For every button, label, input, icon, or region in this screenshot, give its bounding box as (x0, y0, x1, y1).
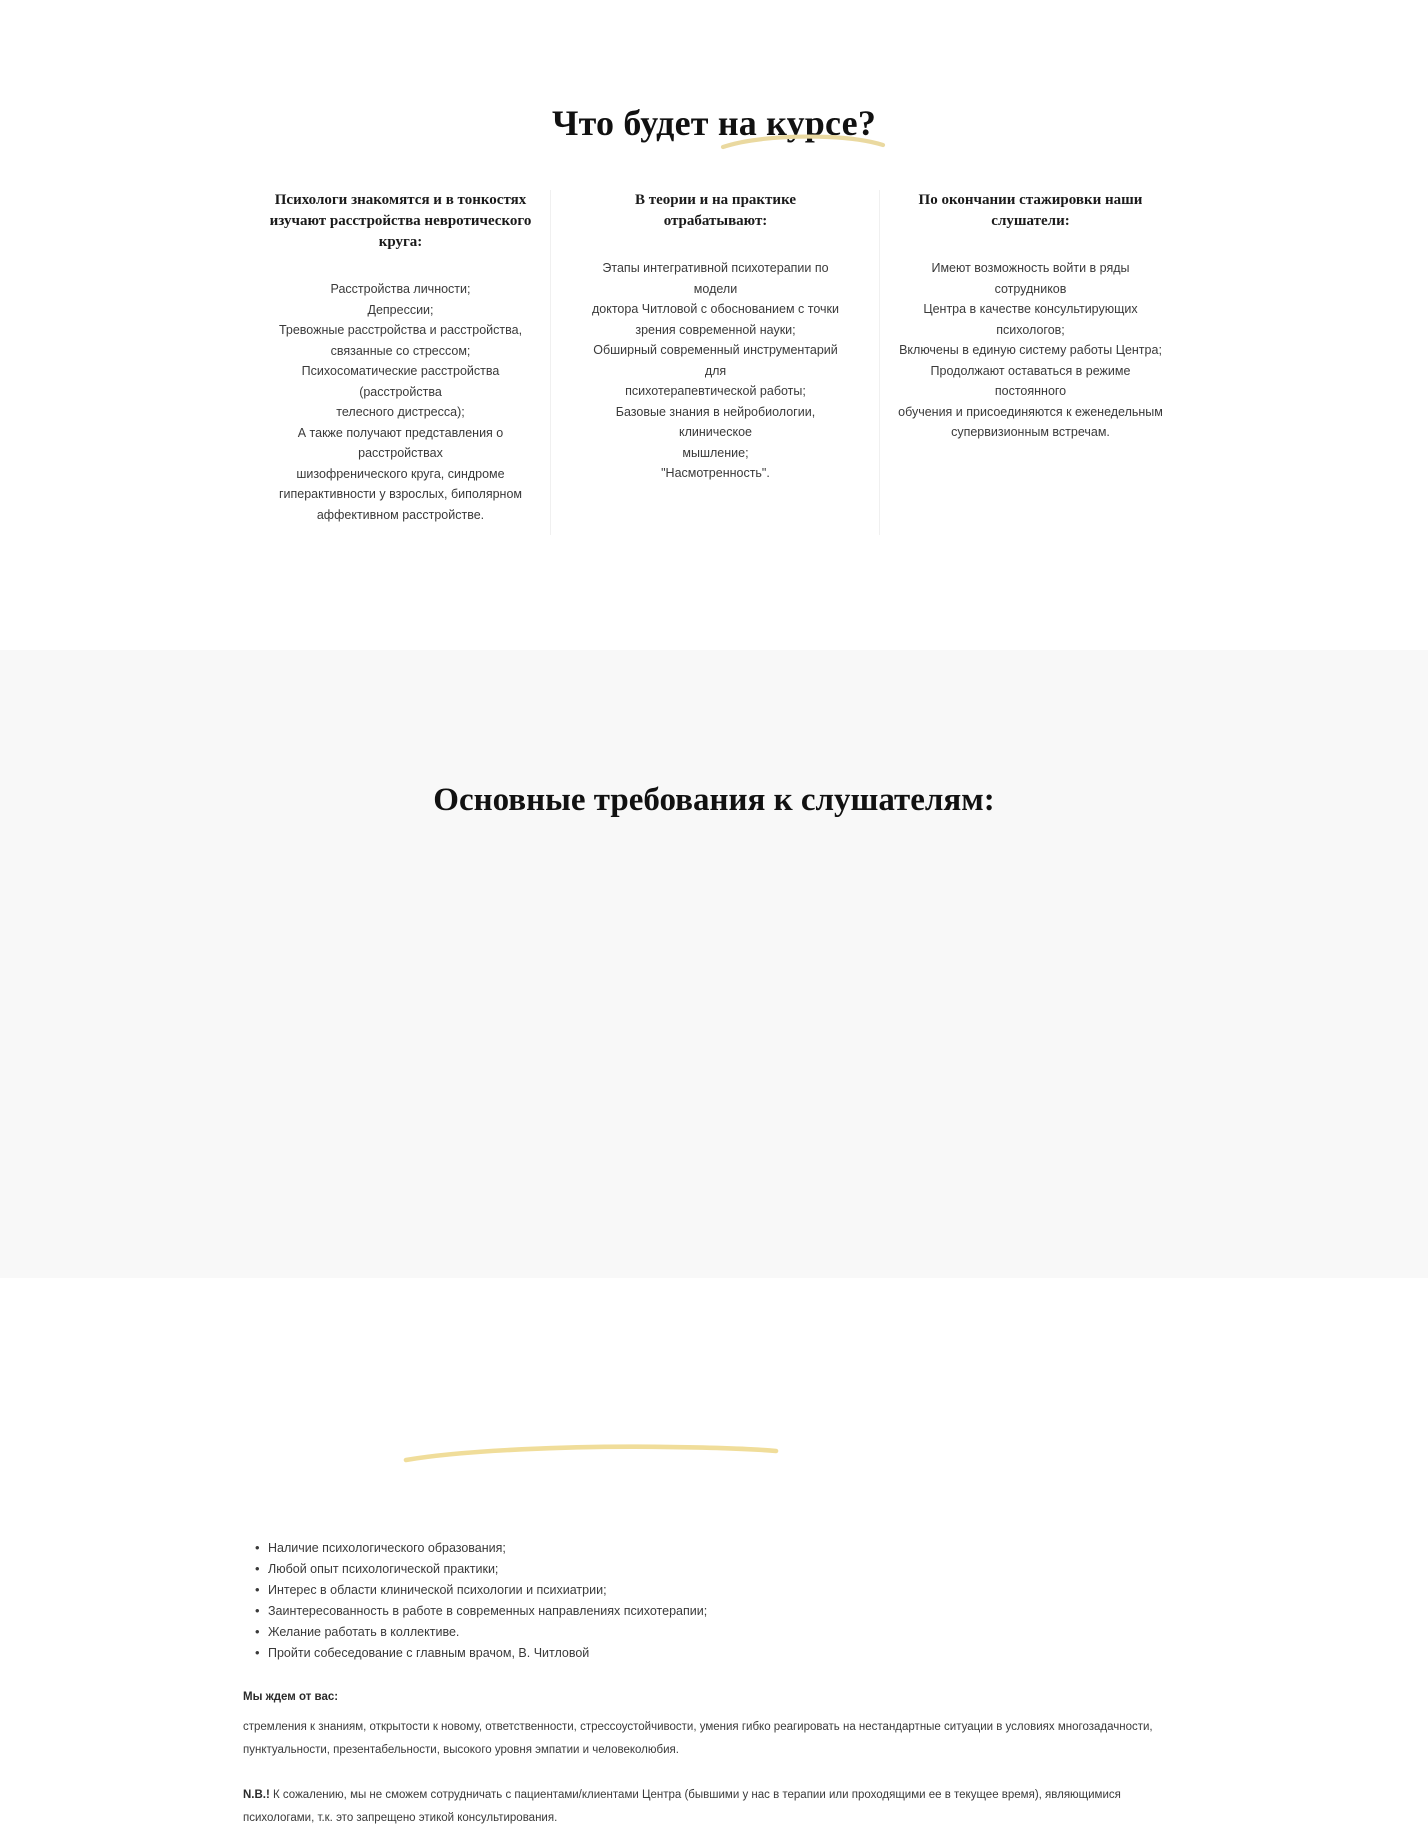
course-line: Психосоматические расстройства (расстройства (301, 364, 500, 399)
course-line: Центра в качестве консультирующих психологов; (923, 302, 1138, 337)
course-column-2-heading: В теории и на практике отрабатывают: (634, 192, 796, 229)
column-divider-1 (550, 190, 551, 535)
course-column-3-heading: По окончании стажировки наши слушатели: (918, 192, 1143, 229)
course-column-1 (243, 190, 558, 535)
course-line: "Насмотренность". (661, 466, 770, 480)
course-line: психотерапевтической работы; (625, 384, 806, 398)
course-column-3 (873, 190, 1188, 535)
course-line: Продолжают оставаться в режиме постоянного (930, 363, 1131, 398)
course-line: Депрессии; (367, 302, 434, 317)
course-column-2-lines (582, 258, 849, 484)
list-item: • Заинтересованность в работе в современных направлениях психотерапии; (243, 1601, 1188, 1622)
course-line: Тревожные расстройства и расстройства, (278, 323, 523, 337)
course-overview-section (0, 0, 1428, 650)
course-line: доктора Читловой с обоснованием с точки (591, 302, 840, 316)
requirements-title-underline-swoosh-icon (404, 1444, 778, 1464)
requirements-list (243, 1538, 1188, 1664)
list-item: • Любой опыт психологической практики; (243, 1559, 1188, 1580)
expectations-block (243, 1689, 1188, 1830)
course-line: Базовые знания в нейробиологии, клиническое (615, 404, 816, 439)
course-title-container (0, 0, 1428, 143)
course-line: телесного дистресса); (336, 405, 465, 419)
requirements-body (243, 1538, 1188, 1848)
nb-text: К сожалению, мы не сможем сотрудничать с пациентами/клиентами Центра (бывшими у нас в терапии или проходящими ее в текущее время), являющимися психологами, т.к. это запрещено этикой консультирования. (243, 1789, 1121, 1824)
list-item: • Интерес в области клинической психологии и психиатрии; (243, 1580, 1188, 1601)
course-column-3-lines (897, 258, 1164, 443)
course-line: Имеют возможность войти в ряды сотрудников (931, 261, 1130, 296)
course-line: связанные со стрессом; (330, 343, 471, 358)
course-line: шизофренического круга, синдроме (296, 466, 505, 481)
course-line: супервизионным встречам. (951, 425, 1110, 439)
course-line: аффективном расстройстве. (316, 507, 485, 522)
course-line: Расстройства личности; (330, 282, 471, 296)
course-line: А также получают представления о расстройствах (297, 425, 504, 460)
requirements-title-container (0, 650, 1428, 819)
course-column-1-heading: Психологи знакомятся и в тонкостях изучают расстройства невротического круга: (269, 192, 532, 250)
requirements-section-title: Основные требования к слушателям: (433, 782, 995, 818)
nb-label: N.B.! (243, 1789, 270, 1801)
course-line: мышление; (682, 445, 749, 460)
list-item: • Пройти собеседование с главным врачом, В. Читловой (243, 1643, 1188, 1664)
list-item: • Желание работать в коллективе. (243, 1622, 1188, 1643)
column-divider-2 (879, 190, 880, 535)
course-line: обучения и присоединяются к еженедельным (898, 404, 1163, 419)
nb-paragraph (243, 1784, 1188, 1830)
expectations-paragraph: стремления к знаниям, открытости к новому, ответственности, стрессоустойчивости, умения гибко реагировать на нестандартные ситуации в условиях многозадачности, пунктуальности, презентабельности, высокого уровня эмпатии и человеколюбия. (243, 1721, 1153, 1756)
course-line: зрения современной науки; (635, 322, 796, 337)
course-line: Включены в единую систему работы Центра; (899, 343, 1162, 357)
expectations-lead-label: Мы ждем от вас: (243, 1691, 339, 1703)
course-section-title: Что будет на курсе? (551, 103, 877, 143)
list-item: • Наличие психологического образования; (243, 1538, 1188, 1559)
course-line: гиперактивности у взрослых, биполярном (278, 487, 523, 501)
course-line: Обширный современный инструментарий для (593, 343, 838, 378)
course-columns (243, 190, 1188, 535)
course-column-1-lines (267, 279, 534, 525)
course-line: Этапы интегративной психотерапии по модели (602, 261, 829, 296)
requirements-section (0, 650, 1428, 1824)
course-column-2 (558, 190, 873, 535)
